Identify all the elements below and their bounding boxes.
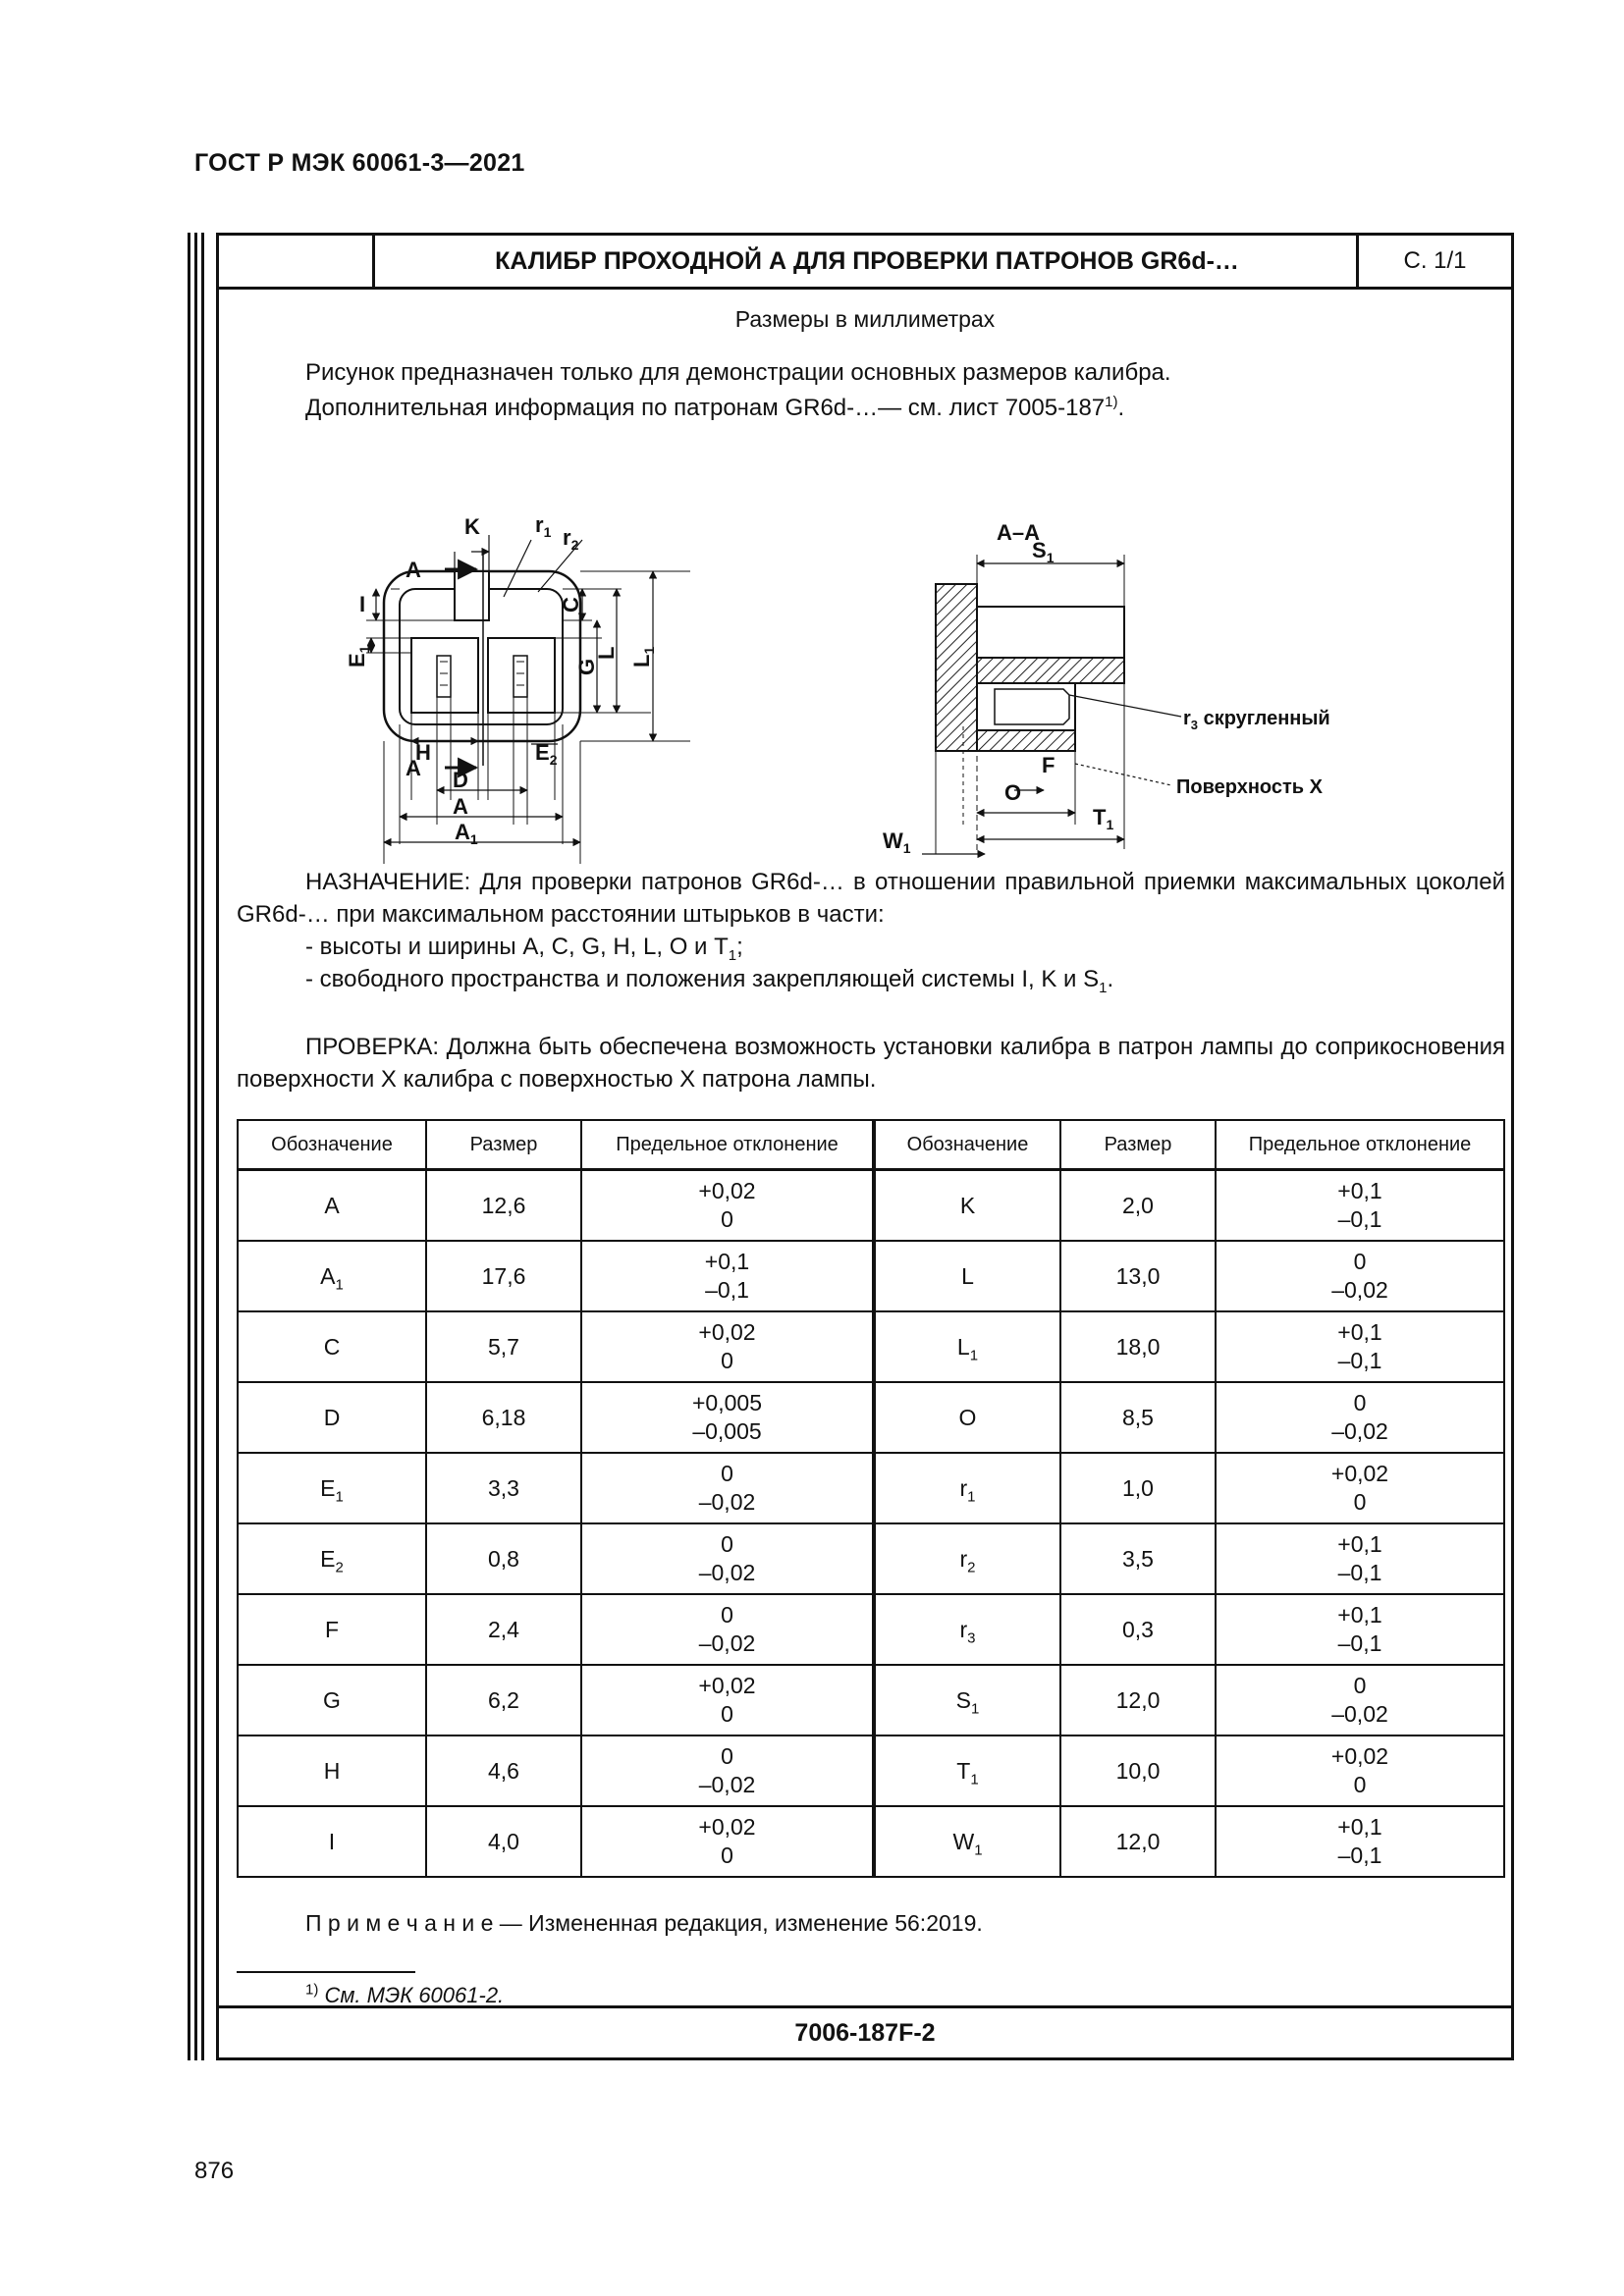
label-W1: $W_1$ [883, 828, 911, 856]
label-A-top: A [406, 558, 421, 582]
tolerance-cell: 0 –0,02 [581, 1594, 874, 1665]
size-cell: 4,6 [426, 1735, 581, 1806]
symbol-cell: H [238, 1735, 426, 1806]
dimensions-table [237, 1119, 1505, 1878]
label-S1: $S_1$ [1032, 538, 1055, 565]
tolerance-cell: +0,02 0 [581, 1170, 874, 1242]
section-lower-wall [977, 658, 1124, 683]
tolerance-cell: +0,005 –0,005 [581, 1382, 874, 1453]
size-cell: 5,7 [426, 1311, 581, 1382]
size-cell: 6,2 [426, 1665, 581, 1735]
table-row [238, 1594, 1504, 1665]
label-H: H [415, 740, 431, 765]
purpose-text: НАЗНАЧЕНИЕ: Для проверки патронов GR6d-… в отношении правильной приемки максимальных цоколей GR6d-… при максимальном расстоянии штырьков в части: [237, 869, 1505, 928]
size-cell: 10,0 [1060, 1735, 1216, 1806]
section-bottom-wall [977, 730, 1075, 751]
size-cell: 18,0 [1060, 1311, 1216, 1382]
front-labels [345, 512, 657, 847]
check-text: ПРОВЕРКА: Должна быть обеспечена возможность установки калибра в патрон лампы до соприкосновения поверхности X калибра с поверхностью X патрона лампы. [237, 1034, 1505, 1093]
label-G: G [574, 658, 599, 675]
pin-block-left [411, 638, 478, 713]
header-size-1: Размер [426, 1120, 581, 1170]
table-header-row [238, 1120, 1504, 1170]
size-cell: 2,0 [1060, 1170, 1216, 1242]
tolerance-cell: +0,02 0 [581, 1806, 874, 1877]
size-cell: 13,0 [1060, 1241, 1216, 1311]
label-r3-rounded: $r_3$ скругленный [1183, 708, 1330, 732]
standard-sheet-frame [216, 233, 1514, 2060]
tolerance-cell: 0 –0,02 [581, 1523, 874, 1594]
label-A-dim: A [453, 794, 468, 819]
table-row [238, 1170, 1504, 1242]
symbol-cell: $E_2$ [238, 1523, 426, 1594]
symbol-cell: D [238, 1382, 426, 1453]
intro-text [305, 355, 1171, 426]
tolerance-cell: +0,1 –0,1 [1216, 1311, 1504, 1382]
table-row [238, 1806, 1504, 1877]
title-row [219, 236, 1511, 290]
purpose-item-2: - свободного пространства и положения закрепляющей системы I, K и $S_1$. [305, 966, 1114, 996]
label-L: L [594, 646, 619, 660]
table-row [238, 1665, 1504, 1735]
tolerance-cell: 0 –0,02 [1216, 1665, 1504, 1735]
symbol-cell: I [238, 1806, 426, 1877]
symbol-cell: $r_3$ [874, 1594, 1060, 1665]
section-pin-hole [977, 683, 1075, 730]
tolerance-cell: 0 –0,02 [1216, 1241, 1504, 1311]
table-row [238, 1311, 1504, 1382]
label-E2: $E_2$ [535, 740, 558, 768]
tolerance-cell: 0 –0,02 [581, 1735, 874, 1806]
symbol-cell: G [238, 1665, 426, 1735]
symbol-cell: C [238, 1311, 426, 1382]
symbol-cell: $S_1$ [874, 1665, 1060, 1735]
tolerance-cell: +0,02 0 [1216, 1453, 1504, 1523]
label-T1: $T_1$ [1093, 805, 1114, 832]
note: П р и м е ч а н и е — Измененная редакция, изменение 56:2019. [305, 1910, 983, 1936]
header-tolerance-1: Предельное отклонение [581, 1120, 874, 1170]
intro-line-2: Дополнительная информация по патронам GR6d-…— см. лист 7005-187$^{1)}$. [305, 394, 1125, 421]
size-cell: 4,0 [426, 1806, 581, 1877]
tolerance-cell: +0,1 –0,1 [1216, 1170, 1504, 1242]
tolerance-cell: 0 –0,02 [1216, 1382, 1504, 1453]
symbol-cell: $A_1$ [238, 1241, 426, 1311]
label-r1: $r_1$ [535, 512, 552, 540]
section-flange [936, 584, 977, 751]
gauge-drawing [219, 432, 1495, 864]
table-row [238, 1735, 1504, 1806]
symbol-cell: L [874, 1241, 1060, 1311]
label-K: K [464, 514, 480, 539]
label-O: O [1004, 780, 1022, 805]
size-cell: 0,3 [1060, 1594, 1216, 1665]
size-cell: 17,6 [426, 1241, 581, 1311]
tolerance-cell: +0,1 –0,1 [1216, 1594, 1504, 1665]
purpose-block [237, 866, 1505, 995]
footnote-rule [237, 1971, 415, 1973]
sheet-page-indicator: С. 1/1 [1356, 236, 1511, 287]
size-cell: 0,8 [426, 1523, 581, 1594]
symbol-cell: $L_1$ [874, 1311, 1060, 1382]
table-row [238, 1453, 1504, 1523]
symbol-cell: $W_1$ [874, 1806, 1060, 1877]
title-empty-cell [219, 236, 375, 287]
size-cell: 12,0 [1060, 1806, 1216, 1877]
section-upper-body [977, 607, 1124, 658]
label-L1: $L_1$ [629, 646, 657, 667]
symbol-cell: $T_1$ [874, 1735, 1060, 1806]
label-A-low: A [406, 756, 421, 780]
tolerance-cell: +0,02 0 [1216, 1735, 1504, 1806]
size-cell: 12,0 [1060, 1665, 1216, 1735]
symbol-cell: A [238, 1170, 426, 1242]
units-caption: Размеры в миллиметрах [734, 306, 996, 332]
table-row [238, 1382, 1504, 1453]
purpose-item-1: - высоты и ширины A, C, G, H, L, O и $T_1$; [305, 934, 743, 964]
sheet-title: КАЛИБР ПРОХОДНОЙ А ДЛЯ ПРОВЕРКИ ПАТРОНОВ GR6d-… [495, 246, 1239, 275]
symbol-cell: K [874, 1170, 1060, 1242]
size-cell: 3,5 [1060, 1523, 1216, 1594]
sheet-number: 7006-187F-2 [219, 2005, 1511, 2057]
header-symbol-2: Обозначение [874, 1120, 1060, 1170]
tolerance-cell: +0,1 –0,1 [1216, 1523, 1504, 1594]
page-number: 876 [194, 2158, 235, 2184]
label-C: C [559, 597, 583, 613]
check-block [237, 1031, 1505, 1095]
tolerance-cell: +0,1 –0,1 [1216, 1806, 1504, 1877]
header-tolerance-2: Предельное отклонение [1216, 1120, 1504, 1170]
binding-margin-lines [188, 233, 204, 2060]
size-cell: 3,3 [426, 1453, 581, 1523]
label-F: F [1042, 753, 1056, 777]
symbol-cell: $r_2$ [874, 1523, 1060, 1594]
size-cell: 1,0 [1060, 1453, 1216, 1523]
size-cell: 6,18 [426, 1382, 581, 1453]
front-dimensions [371, 540, 653, 842]
symbol-cell: $E_1$ [238, 1453, 426, 1523]
table-body [238, 1170, 1504, 1878]
section-title: A–A [997, 520, 1041, 545]
size-cell: 2,4 [426, 1594, 581, 1665]
label-A1: $A_1$ [455, 820, 478, 847]
label-D: D [453, 768, 468, 792]
label-I: I [359, 592, 366, 616]
footnote: $^{1)}$ См. МЭК 60061-2. [305, 1981, 505, 2007]
tolerance-cell: +0,02 0 [581, 1311, 874, 1382]
footnote-reference: 1) [1105, 394, 1118, 410]
document-code: ГОСТ Р МЭК 60061-3—2021 [194, 149, 525, 177]
front-view [366, 535, 690, 864]
label-E1: $E_1$ [345, 645, 372, 667]
tolerance-cell: +0,1 –0,1 [581, 1241, 874, 1311]
symbol-cell: $r_1$ [874, 1453, 1060, 1523]
symbol-cell: O [874, 1382, 1060, 1453]
intro-line-1: Рисунок предназначен только для демонстрации основных размеров калибра. [305, 359, 1171, 386]
label-r2: $r_2$ [563, 525, 579, 553]
table-row [238, 1523, 1504, 1594]
size-cell: 8,5 [1060, 1382, 1216, 1453]
tolerance-cell: 0 –0,02 [581, 1453, 874, 1523]
pin-block-right [488, 638, 555, 713]
label-surface-x: Поверхность X [1176, 776, 1323, 798]
table-row [238, 1241, 1504, 1311]
symbol-cell: F [238, 1594, 426, 1665]
tolerance-cell: +0,02 0 [581, 1665, 874, 1735]
header-size-2: Размер [1060, 1120, 1216, 1170]
header-symbol-1: Обозначение [238, 1120, 426, 1170]
size-cell: 12,6 [426, 1170, 581, 1242]
